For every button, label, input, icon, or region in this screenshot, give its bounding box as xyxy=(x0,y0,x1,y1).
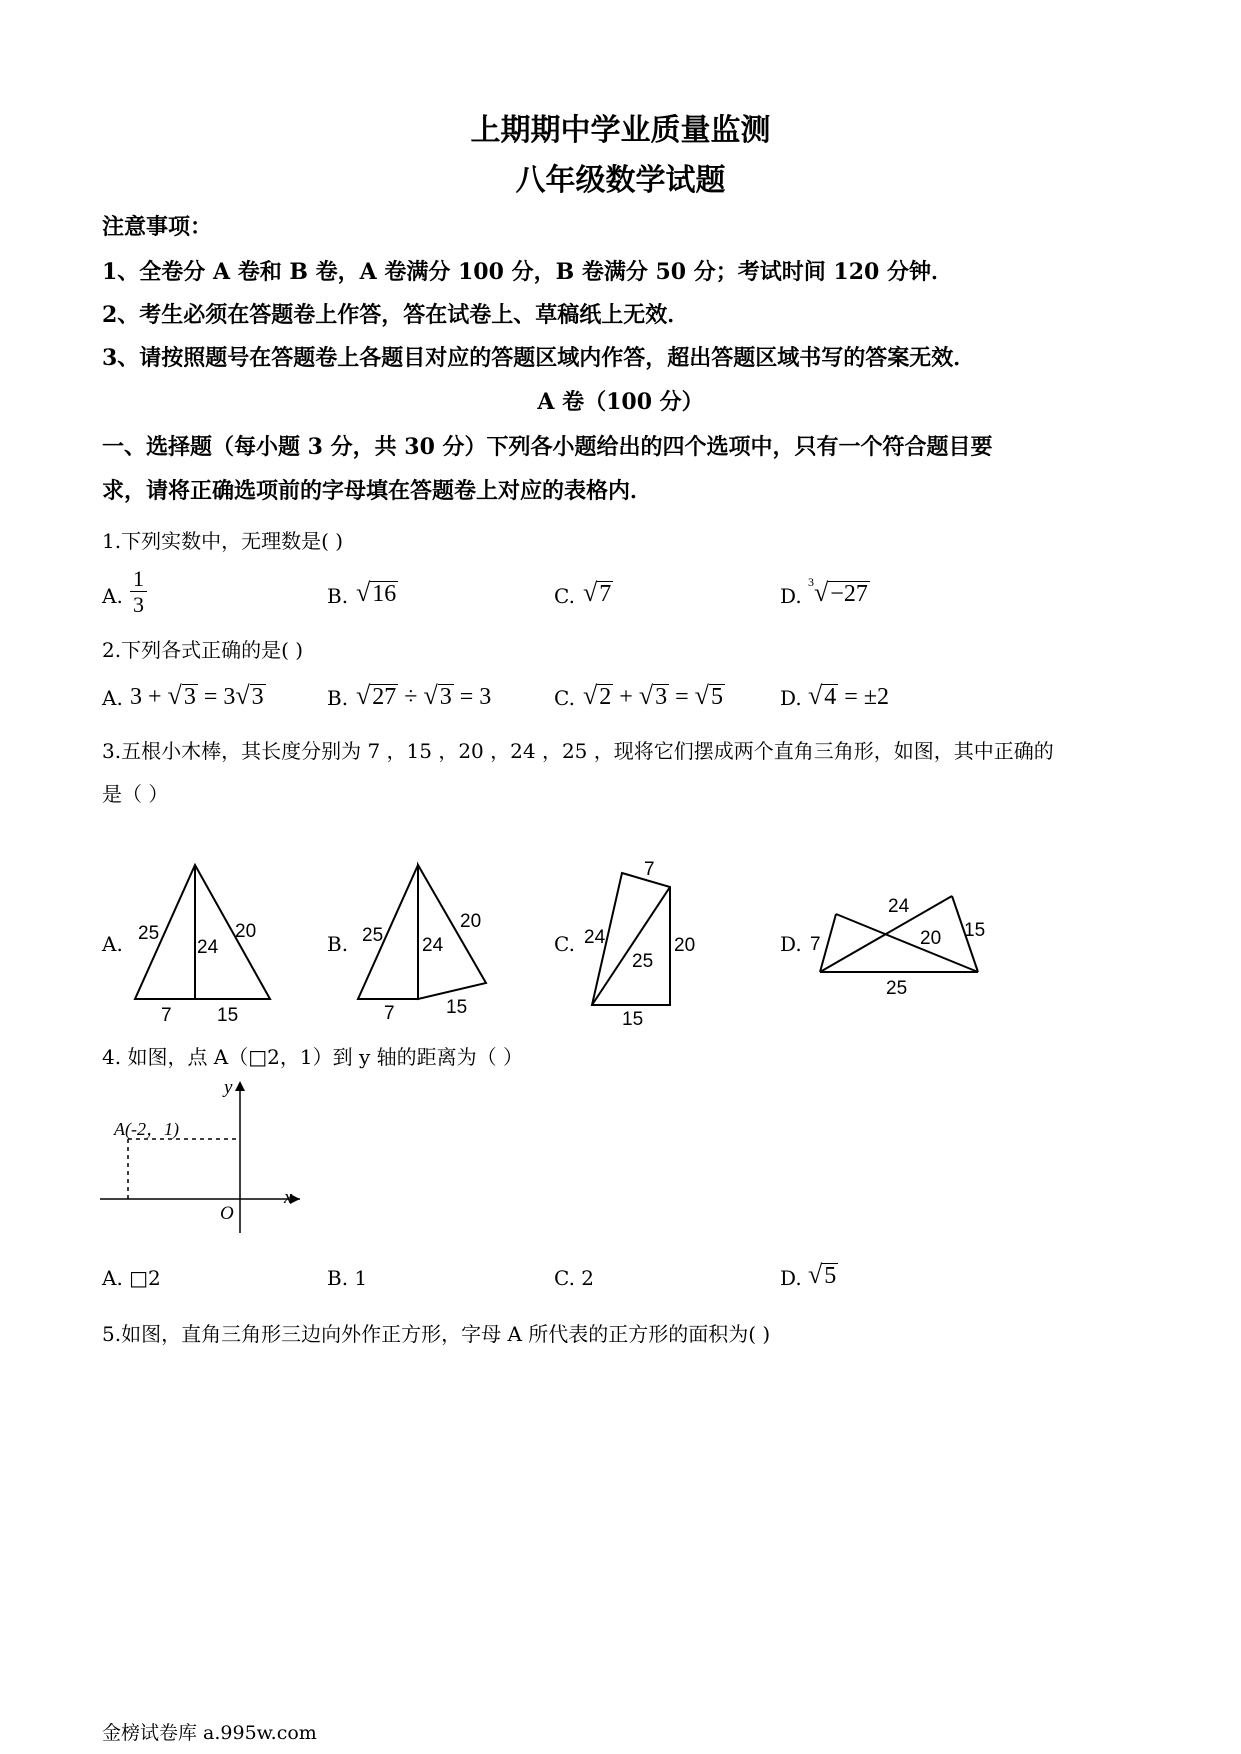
expr-text: = xyxy=(669,684,695,710)
edge-label: 24 xyxy=(888,896,910,917)
edge-label: 15 xyxy=(446,997,468,1018)
q2-stem: 2.下列各式正确的是( ) xyxy=(102,638,304,662)
q2-option-c-label: C. xyxy=(554,686,575,710)
radicand: 7 xyxy=(599,581,612,607)
q1-option-b-value: √16 xyxy=(356,578,397,607)
edge-label: 7 xyxy=(384,1003,395,1024)
edge-label: 7 xyxy=(810,934,821,955)
note-item-2: 2、考生必须在答题卷上作答，答在试卷上、草稿纸上无效． xyxy=(102,302,690,328)
edge-label: 7 xyxy=(644,859,655,880)
q4-coordinate-figure xyxy=(100,1075,310,1240)
edge-label: 20 xyxy=(460,911,482,932)
edge-label: 24 xyxy=(584,927,606,948)
q1-option-d-value: $^3$√−27 xyxy=(808,575,868,607)
footer-watermark: 金榜试卷库 a.995w.com xyxy=(102,1722,317,1744)
triangle-right xyxy=(418,865,486,999)
q1-option-a-label: A. xyxy=(102,584,123,608)
edge-label: 20 xyxy=(920,928,942,949)
exam-subtitle: 八年级数学试题 xyxy=(515,163,726,198)
origin-label: O xyxy=(220,1203,234,1224)
expr-text: = 3 xyxy=(453,684,492,710)
q2-option-b-label: B. xyxy=(327,686,349,710)
expr-text: + xyxy=(613,684,639,710)
radicand: 3 xyxy=(439,684,452,710)
edge-label: 20 xyxy=(674,935,696,956)
edge-label: 25 xyxy=(362,925,384,946)
q3-stem-line1: 3.五根小木棒，其长度分别为 7 ，15 ，20 ，24 ，25 ，现将它们摆成两个直角三角形，如图，其中正确的 xyxy=(102,739,1054,763)
q3-figure-d xyxy=(808,880,1008,1005)
q3-option-a-label: A. xyxy=(102,932,123,956)
radicand: −27 xyxy=(830,581,868,607)
fraction-denominator: 3 xyxy=(133,592,144,618)
q4-option-d-value: √5 xyxy=(808,1260,837,1289)
q2-option-c-value: √2 + √3 = √5 xyxy=(583,681,723,710)
x-axis-label: x xyxy=(284,1187,293,1208)
q3-option-b-label: B. xyxy=(327,932,349,956)
q3-figure-a xyxy=(125,855,285,1030)
edge-label: 25 xyxy=(138,923,160,944)
edge-label: 25 xyxy=(632,951,654,972)
expr-text: = ±2 xyxy=(838,684,889,710)
notes-heading: 注意事项： xyxy=(102,214,213,240)
edge-label: 15 xyxy=(622,1009,644,1030)
volume-heading: A 卷（100 分） xyxy=(537,389,704,415)
fraction-numerator: 1 xyxy=(130,566,147,592)
q1-option-a-value xyxy=(130,566,147,618)
q1-option-b-label: B. xyxy=(327,584,349,608)
edge-label: 25 xyxy=(886,978,908,999)
point-a-label: A(-2，1) xyxy=(114,1119,179,1139)
q3-figure-c xyxy=(578,855,713,1035)
q4-option-d-label: D. xyxy=(780,1266,802,1290)
radicand: 2 xyxy=(599,684,612,710)
expr-text: ÷ xyxy=(398,684,424,710)
q1-option-d-label: D. xyxy=(780,584,802,608)
expr-text: 3 + xyxy=(130,684,168,710)
q1-option-c-value: √7 xyxy=(583,578,612,607)
q4-option-b: B. 1 xyxy=(327,1266,368,1290)
expr-text: = 3 xyxy=(197,684,236,710)
radicand: 3 xyxy=(655,684,668,710)
q3-option-d-label: D. xyxy=(780,932,802,956)
radicand: 3 xyxy=(251,684,264,710)
q5-stem: 5.如图，直角三角形三边向外作正方形，字母 A 所代表的正方形的面积为( ) xyxy=(102,1322,771,1346)
q4-stem: 4. 如图，点 A（□2，1）到 y 轴的距离为（ ） xyxy=(102,1045,523,1069)
edge-label: 24 xyxy=(422,935,444,956)
edge-label: 7 xyxy=(161,1005,172,1026)
q1-stem: 1.下列实数中，无理数是( ) xyxy=(102,529,344,553)
q1-option-c-label: C. xyxy=(554,584,575,608)
y-axis-arrow xyxy=(235,1081,245,1091)
q4-option-a: A. □2 xyxy=(102,1266,161,1290)
radicand: 5 xyxy=(824,1263,837,1289)
y-axis-label: y xyxy=(224,1077,233,1098)
edge-label: 24 xyxy=(197,937,219,958)
edge-label: 15 xyxy=(964,920,986,941)
radicand: 27 xyxy=(372,684,397,710)
q2-option-a-label: A. xyxy=(102,686,123,710)
radicand: 16 xyxy=(372,581,397,607)
q2-option-b-value: √27 ÷ √3 = 3 xyxy=(356,681,492,710)
radicand: 5 xyxy=(710,684,723,710)
root-index: 3 xyxy=(808,575,814,589)
q3-option-c-label: C. xyxy=(554,932,575,956)
q2-option-d-value: √4 = ±2 xyxy=(808,681,889,710)
part-heading-line1: 一、选择题（每小题 3 分，共 30 分）下列各小题给出的四个选项中，只有一个符合题目要 xyxy=(102,434,993,460)
q3-stem-line2: 是（ ） xyxy=(102,782,169,806)
note-item-3: 3、请按照题号在答题卷上各题目对应的答题区域内作答，超出答题区域书写的答案无效． xyxy=(102,345,976,371)
radicand: 4 xyxy=(824,684,837,710)
exam-title: 上期期中学业质量监测 xyxy=(470,113,771,148)
part-heading-line2: 求，请将正确选项前的字母填在答题卷上对应的表格内． xyxy=(102,478,653,504)
edge-label: 20 xyxy=(235,921,257,942)
note-item-1: 1、全卷分 A 卷和 B 卷，A 卷满分 100 分，B 卷满分 50 分；考试时间 120 分钟． xyxy=(102,259,954,285)
q2-option-a-value: 3 + √3 = 3√3 xyxy=(130,681,264,710)
q4-option-c: C. 2 xyxy=(554,1266,595,1290)
radicand: 3 xyxy=(183,684,196,710)
q3-figure-b xyxy=(350,855,510,1030)
q2-option-d-label: D. xyxy=(780,686,802,710)
edge-label: 15 xyxy=(217,1005,239,1026)
